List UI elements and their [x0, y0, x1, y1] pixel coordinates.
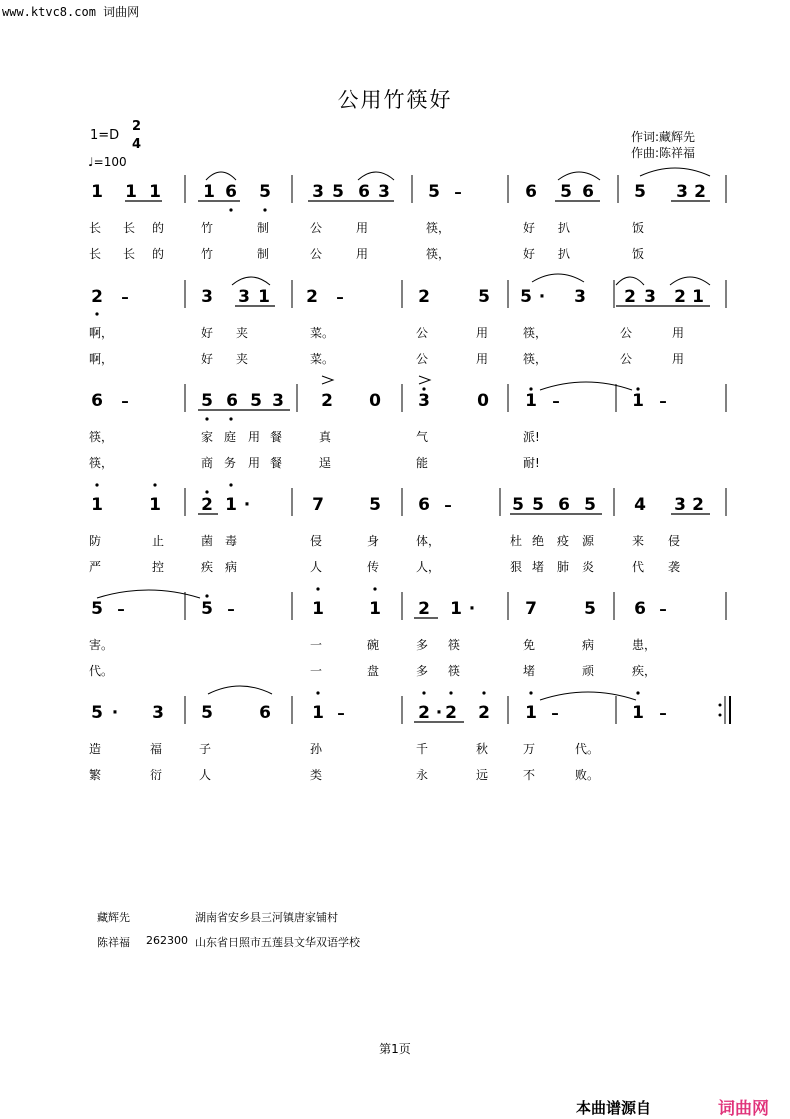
lyric-syllable: 疫	[557, 534, 570, 548]
accent-mark	[322, 376, 333, 384]
repeat-dot	[719, 704, 722, 707]
hold-dash: –	[551, 704, 559, 722]
note: 6	[358, 182, 370, 202]
note: 2	[418, 599, 430, 619]
dot-mark: ·	[538, 287, 546, 307]
slur-arc	[540, 382, 632, 390]
note: 2	[692, 495, 704, 515]
lyric-syllable: 代	[632, 560, 645, 574]
note: 5	[91, 703, 103, 723]
note: 1	[632, 703, 644, 723]
note: 0	[477, 391, 489, 411]
lyric-syllable: 长	[89, 247, 102, 261]
octave-dot-above	[636, 691, 639, 694]
lyric-syllable: 啊，	[89, 352, 114, 366]
lyric-syllable: 衍	[150, 768, 163, 782]
lyric-syllable: 的	[152, 247, 165, 261]
lyric-syllable: 用	[476, 326, 489, 340]
dot-mark: ·	[435, 703, 443, 723]
key-signature: 1=D	[90, 128, 120, 143]
lyric-syllable: 千	[416, 742, 429, 756]
lyric-syllable: 筷，	[89, 430, 114, 444]
note: 3	[152, 703, 164, 723]
lyric-syllable: 源	[582, 534, 595, 548]
footer-address-1: 湖南省安乡县三河镇唐家铺村	[195, 911, 338, 924]
note: 5	[332, 182, 344, 202]
lyric-syllable: 碗	[367, 638, 380, 652]
dot-mark: ·	[468, 599, 476, 619]
hold-dash: –	[227, 600, 235, 618]
footer-name-2: 陈祥福	[97, 936, 130, 949]
lyric-syllable: 秋	[476, 742, 489, 756]
note: 5	[478, 287, 490, 307]
note: 2	[478, 703, 490, 723]
note: 1	[525, 703, 537, 723]
site-name: 词曲网	[103, 5, 140, 19]
lyric-syllable: 扒	[558, 221, 571, 235]
octave-dot-above	[529, 691, 532, 694]
footer-code-2: 262300	[146, 934, 188, 947]
time-signature-top: 2	[132, 119, 142, 134]
lyric-syllable: 肺	[557, 560, 570, 574]
lyric-syllable: 疾	[201, 560, 214, 574]
note: 3	[644, 287, 656, 307]
lyric-syllable: 害。	[89, 638, 114, 652]
lyric-syllable: 筷	[448, 664, 461, 678]
note: 6	[259, 703, 271, 723]
note: 6	[582, 182, 594, 202]
note: 3	[574, 287, 586, 307]
note: 3	[674, 495, 686, 515]
lyric-syllable: 侵	[310, 534, 323, 548]
note: 4	[634, 495, 646, 515]
octave-dot-above	[316, 587, 319, 590]
octave-dot-below	[205, 417, 208, 420]
lyric-syllable: 杜	[510, 534, 523, 548]
lyric-syllable: 免	[523, 638, 536, 652]
lyric-syllable: 绝	[532, 534, 545, 548]
lyric-syllable: 代。	[89, 664, 114, 678]
lyric-syllable: 耐!	[523, 456, 540, 470]
lyric-syllable: 狠	[510, 560, 523, 574]
note: 5	[634, 182, 646, 202]
note: 3	[312, 182, 324, 202]
dot-mark: ·	[243, 495, 251, 515]
lyric-syllable: 公	[310, 247, 323, 261]
slur-arc	[208, 686, 272, 694]
note: 3	[272, 391, 284, 411]
note: 1	[632, 391, 644, 411]
note: 5	[560, 182, 572, 202]
octave-dot-below	[263, 208, 266, 211]
lyric-syllable: 侵	[668, 534, 681, 548]
repeat-dot	[719, 714, 722, 717]
lyric-syllable: 逞	[319, 456, 332, 470]
lyric-syllable: 严	[89, 560, 102, 574]
note: 1	[149, 495, 161, 515]
note: 7	[525, 599, 537, 619]
lyric-syllable: 扒	[558, 247, 571, 261]
lyric-syllable: 孙	[310, 742, 323, 756]
lyric-syllable: 好	[201, 352, 214, 366]
lyric-syllable: 筷，	[523, 352, 548, 366]
dot-mark: ·	[111, 703, 119, 723]
lyric-syllable: 堵	[532, 560, 545, 574]
note: 3	[238, 287, 250, 307]
note: 6	[525, 182, 537, 202]
hold-dash: –	[552, 392, 560, 410]
lyric-syllable: 真	[319, 430, 332, 444]
note: 5	[428, 182, 440, 202]
note: 5	[512, 495, 524, 515]
lyric-syllable: 患，	[632, 638, 657, 652]
lyric-syllable: 人	[310, 560, 323, 574]
note: 3	[378, 182, 390, 202]
note: 3	[676, 182, 688, 202]
note: 1	[225, 495, 237, 515]
lyric-syllable: 公	[620, 352, 633, 366]
lyric-syllable: 用	[248, 456, 261, 470]
note: 5	[532, 495, 544, 515]
lyric-syllable: 菜。	[310, 326, 335, 340]
octave-dot-above	[205, 490, 208, 493]
lyric-syllable: 餐	[270, 456, 283, 470]
lyric-syllable: 长	[123, 221, 136, 235]
footer-name-1: 藏辉先	[97, 911, 130, 924]
lyric-syllable: 袭	[668, 560, 681, 574]
time-signature-bottom: 4	[132, 137, 142, 152]
lyric-syllable: 败。	[575, 768, 600, 782]
lyric-syllable: 身	[367, 534, 380, 548]
lyric-syllable: 家	[201, 430, 214, 444]
quarter-note-icon: ♩	[88, 155, 94, 169]
note: 2	[674, 287, 686, 307]
note: 5	[201, 703, 213, 723]
lyric-syllable: 用	[672, 326, 685, 340]
lyric-syllable: 公	[620, 326, 633, 340]
slur-arc	[358, 172, 394, 180]
slur-arc	[232, 277, 270, 285]
note: 1	[312, 703, 324, 723]
octave-dot-above	[449, 691, 452, 694]
lyric-syllable: 好	[201, 326, 214, 340]
lyric-syllable: 堵	[523, 664, 536, 678]
lyric-syllable: 人	[199, 768, 212, 782]
lyric-syllable: 永	[416, 768, 429, 782]
hold-dash: –	[121, 288, 129, 306]
note: 1	[149, 182, 161, 202]
lyric-syllable: 造	[89, 742, 102, 756]
lyric-syllable: 不	[523, 768, 536, 782]
octave-dot-below	[229, 208, 232, 211]
source-label: 本曲谱源自	[576, 1099, 652, 1117]
lyric-syllable: 止	[152, 534, 165, 548]
lyric-syllable: 公	[416, 326, 429, 340]
site-logo: 词曲网	[718, 1099, 769, 1119]
lyric-syllable: 盘	[367, 664, 380, 678]
slur-arc	[670, 277, 710, 285]
note: 5	[201, 391, 213, 411]
lyric-syllable: 用	[356, 247, 369, 261]
note: 5	[520, 287, 532, 307]
lyric-syllable: 饭	[632, 221, 645, 235]
lyric-syllable: 餐	[270, 430, 283, 444]
note: 6	[225, 182, 237, 202]
lyric-syllable: 顽	[582, 664, 595, 678]
lyric-syllable: 派!	[523, 430, 540, 444]
note: 1	[125, 182, 137, 202]
note: 3	[418, 391, 430, 411]
lyric-syllable: 传	[367, 560, 380, 574]
note: 2	[306, 287, 318, 307]
octave-dot-above	[422, 691, 425, 694]
lyric-syllable: 毒	[225, 534, 238, 548]
lyric-syllable: 万	[523, 742, 536, 756]
lyric-syllable: 啊，	[89, 326, 114, 340]
octave-dot-above	[422, 387, 425, 390]
lyric-syllable: 竹	[201, 247, 214, 261]
note: 2	[418, 287, 430, 307]
lyric-syllable: 类	[310, 768, 323, 782]
octave-dot-above	[636, 387, 639, 390]
hold-dash: –	[659, 600, 667, 618]
lyric-syllable: 务	[224, 456, 237, 470]
lyric-syllable: 一	[310, 638, 323, 652]
lyric-syllable: 代。	[575, 742, 600, 756]
note: 6	[634, 599, 646, 619]
octave-dot-below	[229, 417, 232, 420]
lyric-syllable: 一	[310, 664, 323, 678]
note: 1	[91, 495, 103, 515]
hold-dash: –	[117, 600, 125, 618]
note: 2	[91, 287, 103, 307]
note: 5	[259, 182, 271, 202]
lyric-syllable: 筷，	[523, 326, 548, 340]
note: 6	[91, 391, 103, 411]
note: 2	[418, 703, 430, 723]
footer-address-2: 山东省日照市五莲县文华双语学校	[195, 936, 360, 949]
note: 6	[558, 495, 570, 515]
accent-mark	[419, 376, 430, 384]
lyric-syllable: 用	[672, 352, 685, 366]
composer-credit: 作曲:陈祥福	[631, 146, 696, 160]
lyric-syllable: 防	[89, 534, 102, 548]
lyric-syllable: 公	[310, 221, 323, 235]
note: 5	[584, 599, 596, 619]
lyric-syllable: 公	[416, 352, 429, 366]
lyric-syllable: 炎	[582, 560, 595, 574]
note: 0	[369, 391, 381, 411]
lyricist-credit: 作词:藏辉先	[631, 130, 696, 144]
hold-dash: –	[454, 183, 462, 201]
note: 1	[312, 599, 324, 619]
slur-arc	[206, 172, 236, 180]
note: 5	[91, 599, 103, 619]
site-url: www.ktvc8.com	[2, 5, 96, 19]
note: 2	[445, 703, 457, 723]
lyric-syllable: 制	[257, 247, 270, 261]
note: 1	[692, 287, 704, 307]
lyric-syllable: 筷，	[89, 456, 114, 470]
lyric-syllable: 多	[416, 638, 429, 652]
song-title: 公用竹筷好	[337, 88, 453, 112]
lyric-syllable: 筷，	[426, 221, 451, 235]
lyric-syllable: 好	[523, 221, 536, 235]
note: 3	[201, 287, 213, 307]
lyric-syllable: 菌	[201, 534, 214, 548]
lyric-syllable: 远	[476, 768, 489, 782]
lyric-syllable: 能	[416, 456, 429, 470]
note: 7	[312, 495, 324, 515]
note: 5	[369, 495, 381, 515]
lyric-syllable: 筷，	[426, 247, 451, 261]
lyric-syllable: 体，	[416, 534, 441, 548]
octave-dot-above	[482, 691, 485, 694]
hold-dash: –	[336, 288, 344, 306]
lyric-syllable: 繁	[89, 768, 102, 782]
lyric-syllable: 筷	[448, 638, 461, 652]
slur-arc	[616, 277, 644, 285]
lyric-syllable: 夹	[236, 352, 249, 366]
hold-dash: –	[337, 704, 345, 722]
note: 2	[321, 391, 333, 411]
octave-dot-above	[529, 387, 532, 390]
slur-arc	[558, 172, 600, 180]
octave-dot-above	[95, 483, 98, 486]
octave-dot-above	[153, 483, 156, 486]
note: 6	[418, 495, 430, 515]
note: 2	[624, 287, 636, 307]
note: 1	[450, 599, 462, 619]
note: 1	[258, 287, 270, 307]
slur-arc	[540, 692, 636, 700]
lyric-syllable: 庭	[224, 430, 237, 444]
note: 1	[525, 391, 537, 411]
lyric-syllable: 饭	[632, 247, 645, 261]
octave-dot-above	[373, 587, 376, 590]
hold-dash: –	[121, 392, 129, 410]
lyric-syllable: 福	[150, 742, 163, 756]
lyric-syllable: 菜。	[310, 352, 335, 366]
hold-dash: –	[659, 704, 667, 722]
lyric-syllable: 控	[152, 560, 165, 574]
lyric-syllable: 长	[89, 221, 102, 235]
lyric-syllable: 多	[416, 664, 429, 678]
page-number: 第1页	[379, 1042, 411, 1056]
lyric-syllable: 病	[225, 560, 238, 574]
lyric-syllable: 竹	[201, 221, 214, 235]
note: 5	[201, 599, 213, 619]
tempo-value: =100	[93, 155, 127, 169]
lyric-syllable: 长	[123, 247, 136, 261]
note: 2	[201, 495, 213, 515]
lyric-syllable: 来	[632, 534, 645, 548]
lyric-syllable: 人，	[416, 560, 441, 574]
lyric-syllable: 夹	[236, 326, 249, 340]
note: 2	[694, 182, 706, 202]
lyric-syllable: 的	[152, 221, 165, 235]
note: 6	[226, 391, 238, 411]
note: 1	[91, 182, 103, 202]
lyric-syllable: 好	[523, 247, 536, 261]
slur-arc	[532, 274, 584, 282]
note: 5	[250, 391, 262, 411]
lyric-syllable: 用	[476, 352, 489, 366]
hold-dash: –	[659, 392, 667, 410]
lyric-syllable: 用	[248, 430, 261, 444]
octave-dot-below	[95, 312, 98, 315]
lyric-syllable: 制	[257, 221, 270, 235]
note: 1	[369, 599, 381, 619]
lyric-syllable: 疾，	[632, 664, 657, 678]
hold-dash: –	[444, 496, 452, 514]
octave-dot-above	[229, 483, 232, 486]
octave-dot-above	[316, 691, 319, 694]
lyric-syllable: 商	[201, 456, 214, 470]
note: 5	[584, 495, 596, 515]
lyric-syllable: 气	[416, 430, 429, 444]
note: 1	[203, 182, 215, 202]
lyric-syllable: 子	[199, 742, 212, 756]
lyric-syllable: 病	[582, 638, 595, 652]
slur-arc	[640, 168, 710, 176]
octave-dot-above	[205, 594, 208, 597]
lyric-syllable: 用	[356, 221, 369, 235]
